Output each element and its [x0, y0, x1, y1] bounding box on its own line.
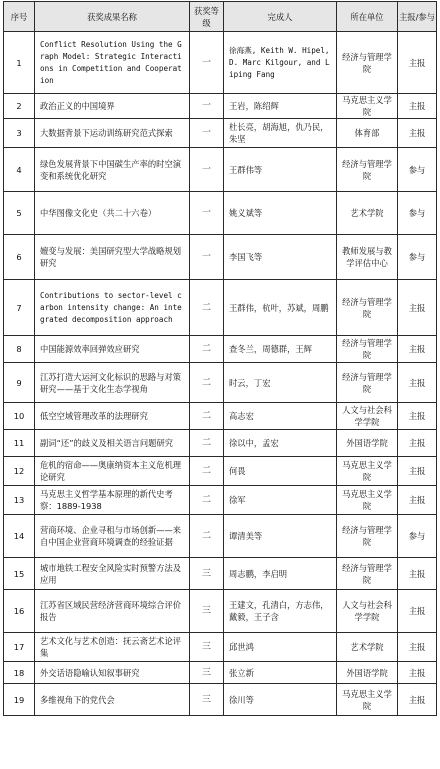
row-role-text: 参与	[408, 164, 426, 175]
row-unit-text: 经济与管理学院	[342, 51, 392, 74]
row-unit	[337, 363, 398, 403]
row-people-text: 时云，丁宏	[229, 377, 271, 388]
row-role	[398, 684, 437, 716]
row-unit	[337, 336, 398, 363]
table-row	[4, 336, 437, 363]
table-row	[4, 558, 437, 590]
row-role-text: 主报	[408, 466, 426, 476]
row-people	[224, 32, 337, 94]
row-unit-text: 外国语学院	[346, 438, 388, 448]
row-title	[35, 684, 190, 716]
row-index	[4, 633, 35, 662]
row-role	[398, 515, 437, 558]
row-unit-text: 艺术学院	[350, 208, 384, 218]
row-grade-text: 三	[201, 606, 211, 616]
row-role-text: 主报	[408, 667, 426, 678]
row-grade-text: 二	[201, 377, 211, 388]
row-grade-text: 三	[201, 694, 211, 705]
row-grade-text: 一	[201, 57, 211, 68]
row-unit	[337, 486, 398, 515]
row-people	[224, 192, 337, 235]
row-people-text: 周志鹏，李启明	[229, 568, 288, 579]
row-role	[398, 457, 437, 486]
row-role-text: 主报	[408, 302, 426, 313]
header-grade: 获奖等级	[190, 2, 224, 32]
row-title-text: 外交话语隐喻认知叙事研究	[40, 667, 140, 678]
header-title: 获奖成果名称	[35, 2, 190, 32]
row-title	[35, 32, 190, 94]
row-grade	[190, 32, 224, 94]
row-role	[398, 363, 437, 403]
row-people	[224, 280, 337, 336]
row-unit	[337, 403, 398, 430]
row-index	[4, 363, 35, 403]
row-role-text: 参与	[408, 208, 426, 218]
row-unit	[337, 515, 398, 558]
row-role	[398, 32, 437, 94]
table-row	[4, 94, 437, 119]
row-grade	[190, 119, 224, 148]
row-unit	[337, 94, 398, 119]
row-people-text: 谭清美等	[229, 531, 263, 541]
row-people	[224, 457, 337, 486]
row-title-text: 多维视角下的党代会	[40, 694, 115, 705]
row-index	[4, 590, 35, 633]
table-row	[4, 32, 437, 94]
row-index-text: 15	[13, 568, 25, 579]
row-people	[224, 515, 337, 558]
row-role-text: 主报	[408, 57, 426, 68]
row-index-text: 9	[16, 377, 22, 388]
row-role-text: 主报	[408, 411, 426, 421]
row-role-text: 主报	[408, 128, 426, 138]
table-header-row	[4, 2, 437, 32]
row-role-text: 主报	[408, 495, 426, 505]
row-people-text: 王建文，孔清白，方志伟，戴毅，王子含	[229, 600, 329, 622]
row-index	[4, 430, 35, 457]
row-unit-text: 人文与社会科学学院	[342, 405, 392, 427]
row-title-text: 低空空域管理改革的法理研究	[40, 411, 148, 421]
row-index	[4, 403, 35, 430]
row-people-text: 李国飞等	[229, 252, 263, 262]
row-grade-text: 一	[201, 252, 211, 262]
row-role-text: 主报	[408, 377, 426, 388]
row-unit-text: 经济与管理学院	[342, 525, 392, 547]
row-title	[35, 515, 190, 558]
row-role-text: 主报	[408, 344, 426, 354]
row-people-text: 徐海燕, Keith W. Hipel, D. Marc Kilgour, and Liping Fang	[229, 45, 330, 79]
table-row	[4, 119, 437, 148]
row-title-text: 大数据背景下运动训练研究范式探索	[40, 128, 173, 138]
header-index: 序号	[4, 2, 35, 32]
row-index	[4, 515, 35, 558]
row-index	[4, 32, 35, 94]
header-people: 完成人	[224, 2, 337, 32]
row-people-text: 徐军	[229, 495, 246, 505]
row-role	[398, 94, 437, 119]
row-role	[398, 280, 437, 336]
table-row	[4, 148, 437, 192]
row-unit-text: 马克思主义学院	[342, 460, 392, 482]
row-grade	[190, 403, 224, 430]
row-title	[35, 558, 190, 590]
row-grade	[190, 192, 224, 235]
row-title-text: Contributions to sector-level carbon intensity change: An integrated decomposition approach	[40, 290, 182, 324]
row-grade-text: 二	[201, 495, 211, 505]
row-index-text: 17	[13, 642, 25, 652]
row-title	[35, 662, 190, 684]
row-index-text: 8	[16, 344, 22, 354]
row-index	[4, 280, 35, 336]
row-index	[4, 94, 35, 119]
row-title	[35, 235, 190, 280]
table-row	[4, 486, 437, 515]
row-grade	[190, 336, 224, 363]
row-title-text: 副词“还”的歧义及相关语言问题研究	[40, 438, 174, 448]
row-unit	[337, 558, 398, 590]
awards-table	[3, 1, 437, 716]
row-unit	[337, 148, 398, 192]
row-role-text: 主报	[408, 606, 426, 616]
header-unit: 所在单位	[337, 2, 398, 32]
row-index	[4, 336, 35, 363]
row-grade	[190, 430, 224, 457]
row-index-text: 11	[13, 438, 25, 448]
row-unit-text: 经济与管理学院	[342, 562, 392, 585]
row-grade-text: 三	[201, 642, 211, 652]
row-people	[224, 363, 337, 403]
row-index-text: 4	[16, 164, 22, 175]
row-grade	[190, 280, 224, 336]
row-unit-text: 马克思主义学院	[342, 489, 392, 511]
table-row	[4, 280, 437, 336]
row-unit-text: 经济与管理学院	[342, 296, 392, 319]
row-role-text: 主报	[408, 101, 426, 111]
row-index-text: 18	[13, 667, 25, 678]
header-role: 主报/参与	[398, 2, 437, 32]
row-unit	[337, 684, 398, 716]
row-unit	[337, 192, 398, 235]
row-title-text: 政治正义的中国境界	[40, 101, 115, 111]
row-people	[224, 119, 337, 148]
row-grade-text: 二	[201, 466, 211, 476]
row-people	[224, 558, 337, 590]
row-people-text: 徐以中，孟宏	[229, 438, 279, 448]
row-role-text: 参与	[408, 252, 426, 262]
row-index-text: 1	[16, 57, 22, 68]
table-row	[4, 662, 437, 684]
table-row	[4, 457, 437, 486]
row-title-text: 江苏打造大运河文化标识的思路与对策研究——基于文化生态学视角	[40, 371, 182, 394]
row-title-text: 危机的宿命——奥康纳资本主义危机理论研究	[40, 460, 182, 482]
row-grade-text: 二	[201, 411, 211, 421]
row-grade-text: 三	[201, 568, 211, 579]
row-people	[224, 235, 337, 280]
row-people-text: 王群伟，杭叶，苏斌，周鹏	[229, 302, 329, 313]
table-row	[4, 363, 437, 403]
row-title-text: 马克思主义哲学基本原理的新代史考察：1889-1938	[40, 489, 173, 511]
row-grade	[190, 684, 224, 716]
row-unit	[337, 430, 398, 457]
row-people-text: 王岩，陈绍辉	[229, 101, 279, 111]
row-unit-text: 马克思主义学院	[342, 95, 392, 117]
row-people-text: 高志宏	[229, 411, 254, 421]
row-unit-text: 外国语学院	[346, 667, 388, 678]
table-row	[4, 684, 437, 716]
row-title	[35, 403, 190, 430]
row-people	[224, 336, 337, 363]
row-unit	[337, 119, 398, 148]
row-unit-text: 经济与管理学院	[342, 158, 392, 181]
row-role	[398, 558, 437, 590]
row-role	[398, 148, 437, 192]
row-index-text: 6	[16, 252, 22, 262]
row-title	[35, 430, 190, 457]
row-title	[35, 486, 190, 515]
row-people-text: 徐川等	[229, 694, 254, 705]
row-title	[35, 590, 190, 633]
row-grade	[190, 486, 224, 515]
row-index-text: 5	[16, 208, 22, 218]
row-index	[4, 148, 35, 192]
row-people	[224, 94, 337, 119]
row-grade-text: 一	[201, 164, 211, 175]
row-index-text: 2	[16, 101, 22, 111]
row-index	[4, 662, 35, 684]
row-grade	[190, 633, 224, 662]
row-role-text: 主报	[408, 642, 426, 652]
row-people	[224, 148, 337, 192]
row-grade	[190, 148, 224, 192]
row-title-text: 艺术文化与艺术创造：抚云斋艺术论评集	[40, 636, 182, 658]
row-role	[398, 235, 437, 280]
row-role	[398, 119, 437, 148]
row-unit	[337, 457, 398, 486]
table-body	[4, 32, 437, 716]
row-grade	[190, 515, 224, 558]
row-unit	[337, 32, 398, 94]
table-row	[4, 235, 437, 280]
row-index	[4, 558, 35, 590]
row-people-text: 姚义斌等	[229, 208, 263, 218]
row-unit	[337, 280, 398, 336]
row-title-text: 中国能源效率回弹效应研究	[40, 344, 140, 354]
row-title	[35, 633, 190, 662]
row-people	[224, 662, 337, 684]
row-index	[4, 684, 35, 716]
row-title-text: 城市地铁工程安全风险实时预警方法及应用	[40, 562, 182, 585]
row-title-text: 绿色发展背景下中国碳生产率的时空演变和系统优化研究	[40, 158, 182, 181]
row-grade	[190, 363, 224, 403]
row-people	[224, 430, 337, 457]
awards-table-container	[3, 1, 436, 716]
table-row	[4, 633, 437, 662]
row-role	[398, 336, 437, 363]
row-grade-text: 一	[201, 101, 211, 111]
table-row	[4, 403, 437, 430]
row-role	[398, 662, 437, 684]
row-index-text: 3	[16, 128, 22, 138]
row-grade	[190, 662, 224, 684]
row-grade-text: 一	[201, 208, 211, 218]
row-grade-text: 二	[201, 438, 211, 448]
row-grade-text: 三	[201, 667, 211, 678]
row-index-text: 13	[13, 495, 25, 505]
row-index	[4, 192, 35, 235]
row-index	[4, 235, 35, 280]
row-index-text: 16	[13, 606, 25, 616]
row-role	[398, 430, 437, 457]
row-unit-text: 人文与社会科学学院	[342, 600, 392, 622]
row-people-text: 杜长亮，胡海旭，仇乃民，朱坚	[229, 122, 329, 144]
table-row	[4, 430, 437, 457]
row-grade-text: 一	[201, 128, 211, 138]
row-unit	[337, 662, 398, 684]
row-unit-text: 马克思主义学院	[342, 688, 392, 711]
row-title	[35, 336, 190, 363]
row-title	[35, 457, 190, 486]
row-title	[35, 280, 190, 336]
row-grade	[190, 235, 224, 280]
row-people-text: 查冬兰，周德群，王辉	[229, 344, 312, 354]
row-index-text: 12	[13, 466, 25, 476]
row-role-text: 参与	[408, 531, 426, 541]
row-people-text: 张立新	[229, 667, 254, 678]
row-people	[224, 403, 337, 430]
row-grade	[190, 590, 224, 633]
row-index-text: 10	[13, 411, 25, 421]
row-unit-text: 教师发展与教学评估中心	[342, 246, 392, 268]
row-unit	[337, 633, 398, 662]
row-people	[224, 486, 337, 515]
row-people-text: 何畏	[229, 466, 246, 476]
row-role	[398, 403, 437, 430]
row-people	[224, 684, 337, 716]
row-title	[35, 363, 190, 403]
row-index-text: 19	[13, 694, 25, 705]
row-title	[35, 192, 190, 235]
row-role	[398, 486, 437, 515]
row-unit-text: 体育部	[354, 128, 380, 138]
row-people-text: 邱世鸿	[229, 642, 254, 652]
row-grade-text: 二	[201, 344, 211, 354]
row-role	[398, 192, 437, 235]
row-people	[224, 633, 337, 662]
row-title-text: 中华图像文化史（共二十六卷）	[40, 208, 157, 218]
row-grade-text: 二	[201, 302, 211, 313]
row-role-text: 主报	[408, 438, 426, 448]
row-unit-text: 经济与管理学院	[342, 338, 392, 360]
row-title	[35, 148, 190, 192]
row-index	[4, 486, 35, 515]
row-grade	[190, 457, 224, 486]
row-index	[4, 457, 35, 486]
row-title	[35, 119, 190, 148]
row-people	[224, 590, 337, 633]
row-title-text: 嬗变与发展：美国研究型大学战略规划研究	[40, 246, 182, 268]
row-title-text: 营商环境、企业寻租与市场创新——来自中国企业营商环境调查的经验证据	[40, 525, 182, 547]
row-title-text: Conflict Resolution Using the Graph Model: Strategic Interactions in Competition and Cooperation	[40, 39, 182, 85]
row-index-text: 14	[13, 531, 25, 541]
row-role	[398, 590, 437, 633]
table-row	[4, 590, 437, 633]
row-index	[4, 119, 35, 148]
row-unit-text: 经济与管理学院	[342, 371, 392, 394]
row-unit	[337, 590, 398, 633]
row-index-text: 7	[16, 302, 22, 313]
row-role-text: 主报	[408, 694, 426, 705]
row-grade	[190, 94, 224, 119]
row-role	[398, 633, 437, 662]
row-unit-text: 艺术学院	[350, 642, 384, 652]
row-grade	[190, 558, 224, 590]
row-title-text: 江苏省区域民营经济营商环境综合评价报告	[40, 600, 182, 622]
row-title	[35, 94, 190, 119]
row-unit	[337, 235, 398, 280]
row-role-text: 主报	[408, 568, 426, 579]
table-row	[4, 515, 437, 558]
row-grade-text: 二	[201, 531, 211, 541]
row-people-text: 王群伟等	[229, 164, 263, 175]
table-row	[4, 192, 437, 235]
